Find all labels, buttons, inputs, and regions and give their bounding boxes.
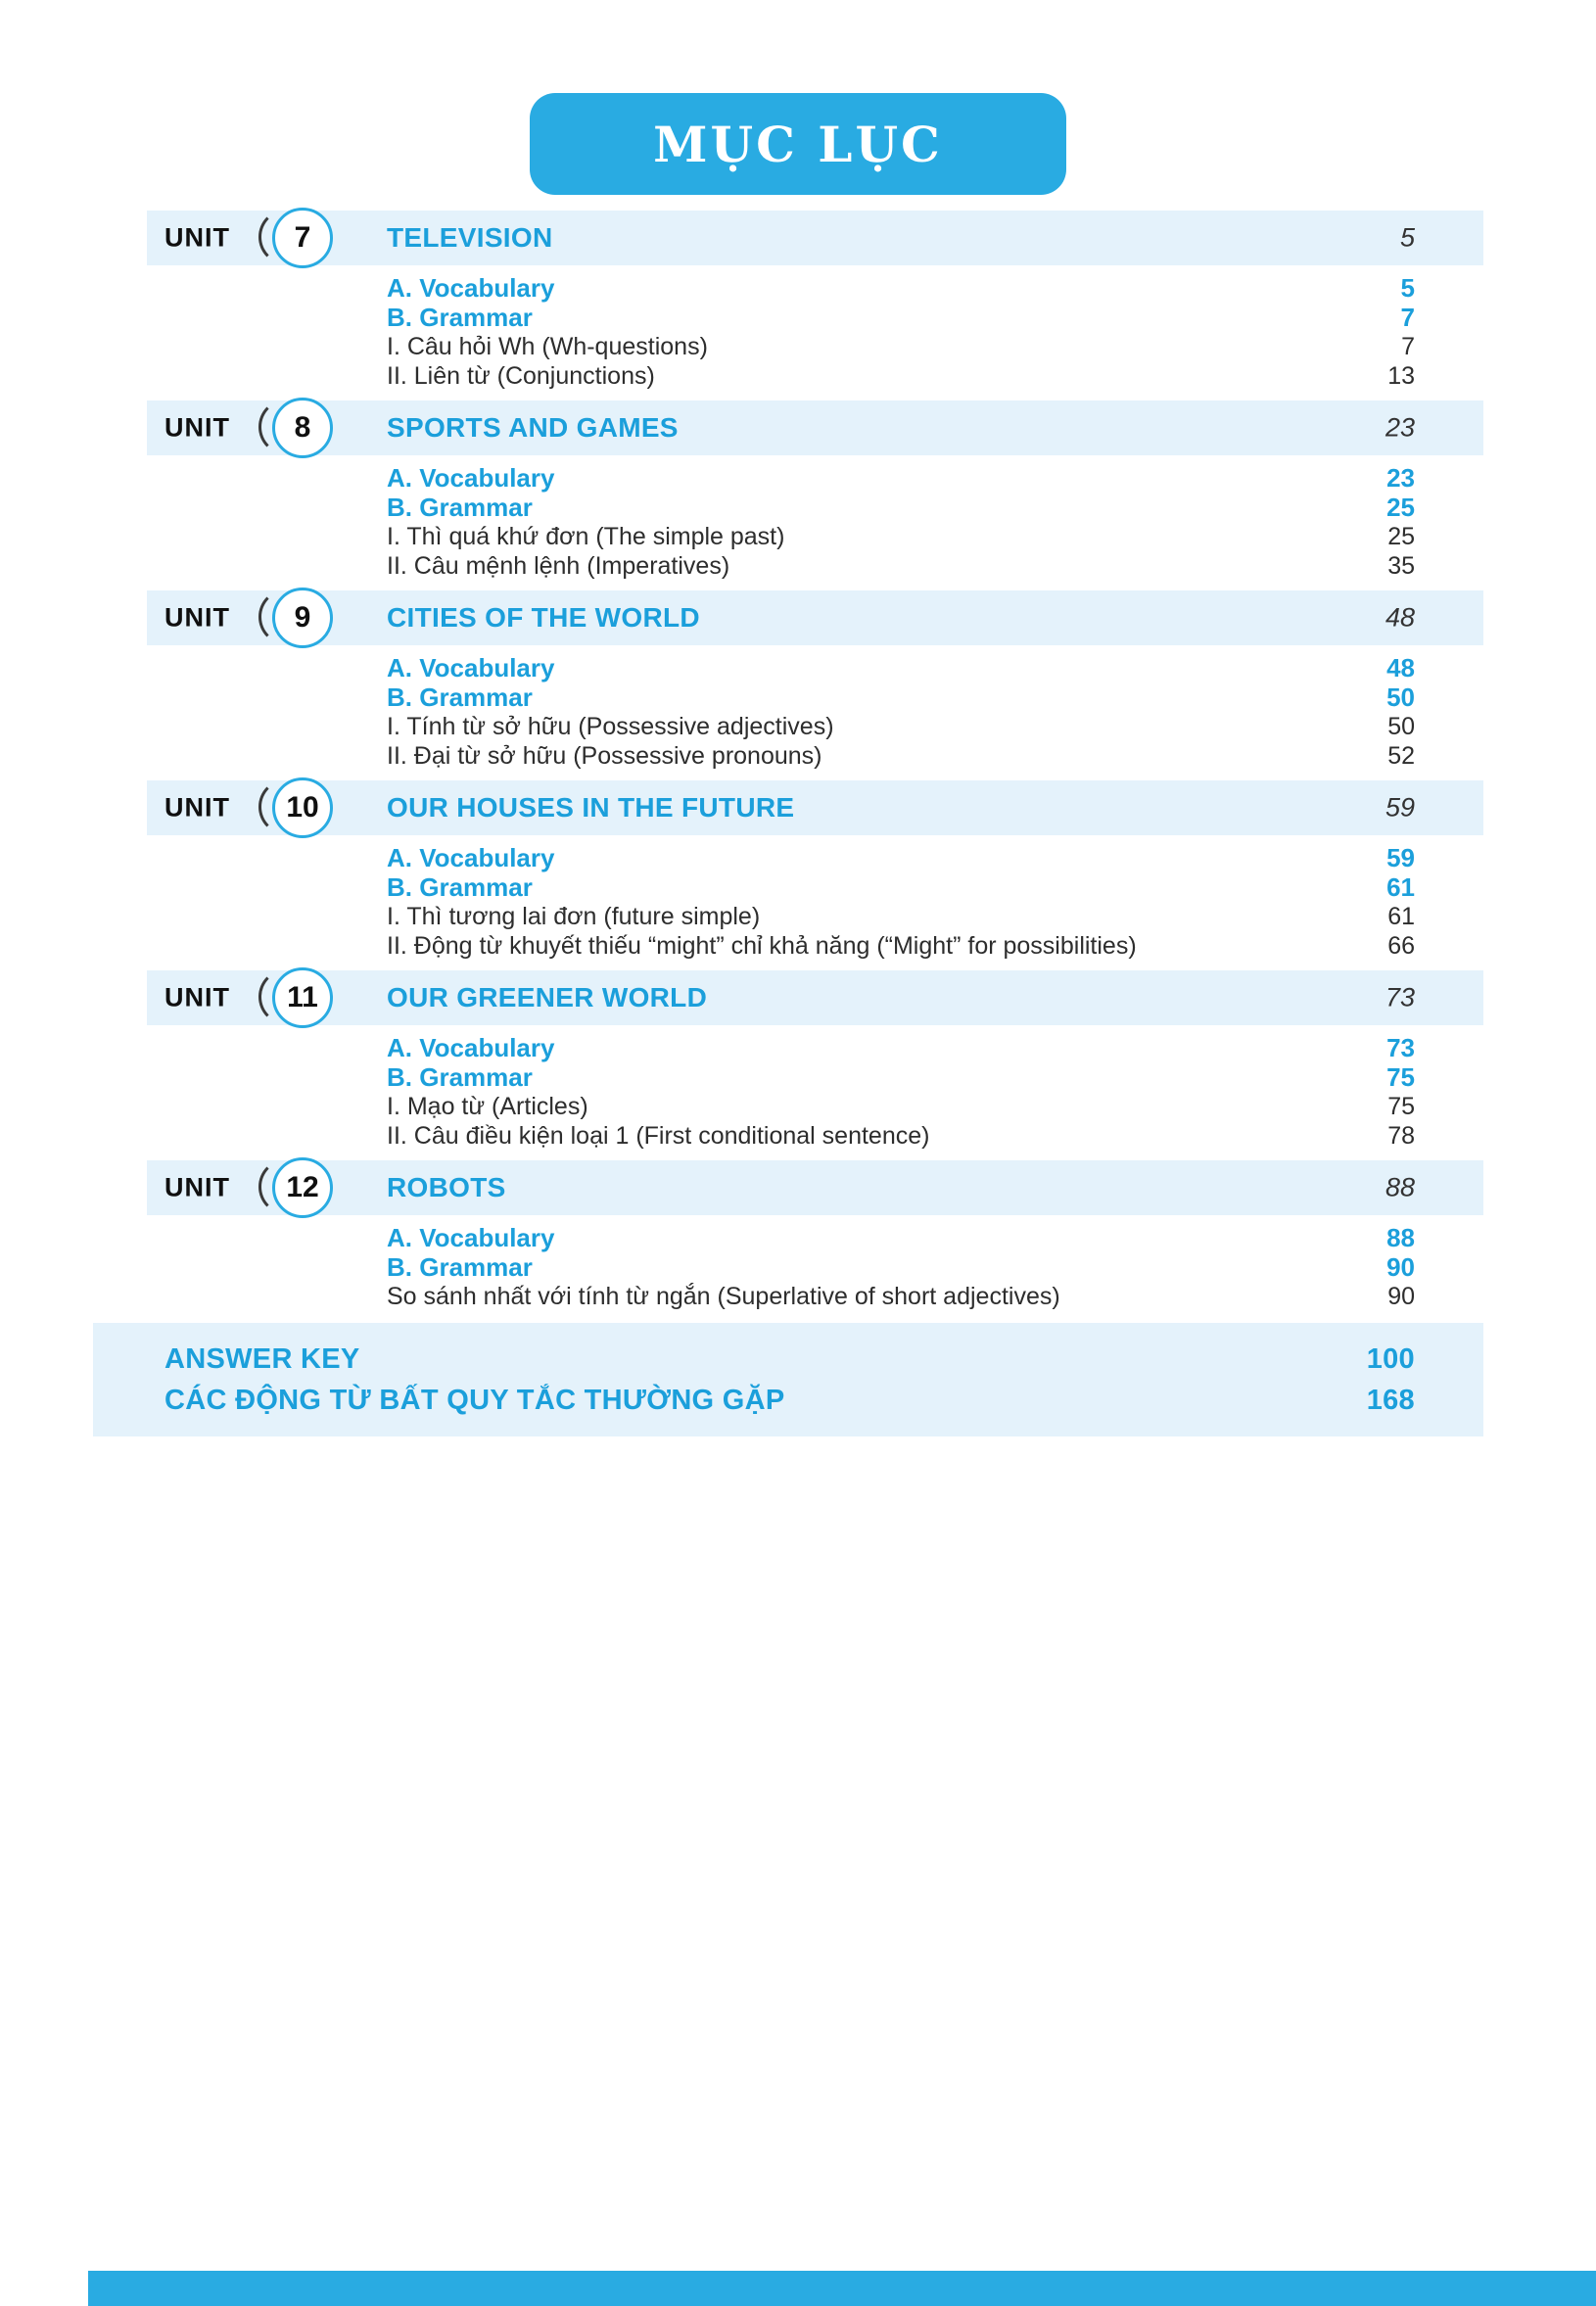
item-page-number: 7: [1400, 302, 1415, 332]
item-page-number: 75: [1387, 1092, 1415, 1120]
item-label: II. Đại từ sở hữu (Possessive pronouns): [387, 741, 822, 770]
item-page-number: 88: [1386, 1222, 1415, 1252]
unit-number: 7: [272, 208, 333, 268]
item-label: B. Grammar: [387, 1251, 533, 1282]
unit-number: 11: [272, 967, 333, 1028]
unit-section: [147, 400, 1483, 581]
unit-title: OUR HOUSES IN THE FUTURE: [387, 792, 795, 823]
unit-label: UNIT: [164, 982, 230, 1012]
unit-title: OUR GREENER WORLD: [387, 982, 708, 1012]
toc-item-row: [387, 361, 1415, 391]
item-label: A. Vocabulary: [387, 1032, 555, 1062]
item-label: I. Tính từ sở hữu (Possessive adjectives): [387, 712, 834, 740]
unit-number: 10: [272, 777, 333, 838]
item-label: I. Thì tương lai đơn (future simple): [387, 902, 761, 930]
unit-items: [387, 843, 1483, 961]
footer-rows: [164, 1339, 1415, 1421]
item-page-number: 90: [1387, 1282, 1415, 1310]
item-label: I. Câu hỏi Wh (Wh-questions): [387, 332, 708, 360]
footer-page-number: 168: [1366, 1384, 1415, 1416]
unit-number-badge: [272, 208, 333, 268]
unit-title: ROBOTS: [387, 1172, 506, 1202]
item-page-number: 13: [1387, 361, 1415, 390]
toc-item-row: [387, 741, 1415, 771]
item-label: So sánh nhất với tính từ ngắn (Superlative of short adjectives): [387, 1282, 1060, 1310]
unit-number: 8: [272, 398, 333, 458]
item-label: II. Câu điều kiện loại 1 (First conditional sentence): [387, 1121, 930, 1150]
item-page-number: 50: [1387, 712, 1415, 740]
toc-item-row: [387, 332, 1415, 361]
toc-item-row: [387, 872, 1415, 902]
unit-number-badge: [272, 398, 333, 458]
footer-row: [164, 1380, 1415, 1421]
item-page-number: 35: [1387, 551, 1415, 580]
item-label: A. Vocabulary: [387, 462, 555, 493]
unit-label: UNIT: [164, 792, 230, 823]
toc-item-row: [387, 843, 1415, 872]
toc-item-row: [387, 551, 1415, 581]
item-page-number: 5: [1400, 272, 1415, 303]
unit-section: [147, 211, 1483, 391]
item-label: I. Thì quá khứ đơn (The simple past): [387, 522, 785, 550]
unit-title: CITIES OF THE WORLD: [387, 602, 700, 633]
unit-number-badge: [272, 588, 333, 648]
item-label: A. Vocabulary: [387, 272, 555, 303]
toc-item-row: [387, 1282, 1415, 1311]
unit-label: UNIT: [164, 412, 230, 443]
footer-label: CÁC ĐỘNG TỪ BẤT QUY TẮC THƯỜNG GẶP: [164, 1384, 785, 1416]
footer-row: [164, 1339, 1415, 1380]
unit-number-badge: [272, 777, 333, 838]
unit-page-number: 88: [1385, 1172, 1415, 1202]
unit-section: [147, 970, 1483, 1151]
units-list: [147, 211, 1483, 1311]
item-label: II. Liên từ (Conjunctions): [387, 361, 655, 390]
item-label: A. Vocabulary: [387, 1222, 555, 1252]
footer-page-number: 100: [1366, 1342, 1415, 1375]
item-label: B. Grammar: [387, 492, 533, 522]
unit-items: [387, 1223, 1483, 1311]
toc-item-row: [387, 931, 1415, 961]
item-page-number: 78: [1387, 1121, 1415, 1150]
title-banner: [530, 93, 1066, 195]
item-label: II. Câu mệnh lệnh (Imperatives): [387, 551, 730, 580]
toc-item-row: [387, 1062, 1415, 1092]
unit-items: [387, 653, 1483, 771]
item-label: I. Mạo từ (Articles): [387, 1092, 588, 1120]
item-page-number: 23: [1386, 462, 1415, 493]
item-page-number: 50: [1386, 682, 1415, 712]
unit-number: 12: [272, 1157, 333, 1218]
item-label: A. Vocabulary: [387, 842, 555, 872]
unit-page-number: 5: [1399, 222, 1415, 253]
item-page-number: 75: [1386, 1061, 1415, 1092]
unit-label: UNIT: [164, 1172, 230, 1202]
item-page-number: 52: [1387, 741, 1415, 770]
footer-label: ANSWER KEY: [164, 1342, 360, 1375]
toc-item-row: [387, 493, 1415, 522]
unit-header: [147, 1160, 1483, 1215]
unit-number: 9: [272, 588, 333, 648]
unit-page-number: 73: [1385, 982, 1415, 1012]
item-page-number: 25: [1386, 492, 1415, 522]
unit-page-number: 23: [1385, 412, 1415, 443]
item-page-number: 90: [1386, 1251, 1415, 1282]
unit-header: [147, 400, 1483, 455]
unit-items: [387, 273, 1483, 391]
toc-item-row: [387, 1033, 1415, 1062]
item-label: II. Động từ khuyết thiếu “might” chỉ khả năng (“Might” for possibilities): [387, 931, 1137, 960]
page-title: MỤC LỤC: [653, 115, 943, 173]
toc-item-row: [387, 522, 1415, 551]
unit-label: UNIT: [164, 222, 230, 253]
item-page-number: 7: [1401, 332, 1415, 360]
unit-title: TELEVISION: [387, 222, 553, 253]
unit-page-number: 48: [1385, 602, 1415, 633]
toc-item-row: [387, 1121, 1415, 1151]
unit-section: [147, 590, 1483, 771]
unit-section: [147, 780, 1483, 961]
item-page-number: 48: [1386, 652, 1415, 682]
unit-items: [387, 463, 1483, 581]
item-page-number: 61: [1387, 902, 1415, 930]
unit-items: [387, 1033, 1483, 1151]
item-label: B. Grammar: [387, 1061, 533, 1092]
unit-header: [147, 211, 1483, 265]
unit-title: SPORTS AND GAMES: [387, 412, 679, 443]
toc-item-row: [387, 1092, 1415, 1121]
toc-item-row: [387, 653, 1415, 682]
item-page-number: 59: [1386, 842, 1415, 872]
unit-number-badge: [272, 967, 333, 1028]
toc-item-row: [387, 1252, 1415, 1282]
item-label: B. Grammar: [387, 302, 533, 332]
unit-section: [147, 1160, 1483, 1311]
item-label: B. Grammar: [387, 682, 533, 712]
item-label: A. Vocabulary: [387, 652, 555, 682]
footer-block: [93, 1323, 1483, 1436]
item-page-number: 61: [1386, 871, 1415, 902]
unit-header: [147, 780, 1483, 835]
toc-item-row: [387, 273, 1415, 303]
toc-item-row: [387, 902, 1415, 931]
toc-content: [147, 211, 1483, 1436]
unit-header: [147, 970, 1483, 1025]
toc-item-row: [387, 1223, 1415, 1252]
unit-label: UNIT: [164, 602, 230, 633]
unit-header: [147, 590, 1483, 645]
item-label: B. Grammar: [387, 871, 533, 902]
toc-item-row: [387, 712, 1415, 741]
toc-item-row: [387, 682, 1415, 712]
item-page-number: 66: [1387, 931, 1415, 960]
toc-item-row: [387, 463, 1415, 493]
bottom-accent-bar: [88, 2271, 1596, 2306]
item-page-number: 73: [1386, 1032, 1415, 1062]
unit-number-badge: [272, 1157, 333, 1218]
toc-item-row: [387, 303, 1415, 332]
item-page-number: 25: [1387, 522, 1415, 550]
unit-page-number: 59: [1385, 792, 1415, 823]
